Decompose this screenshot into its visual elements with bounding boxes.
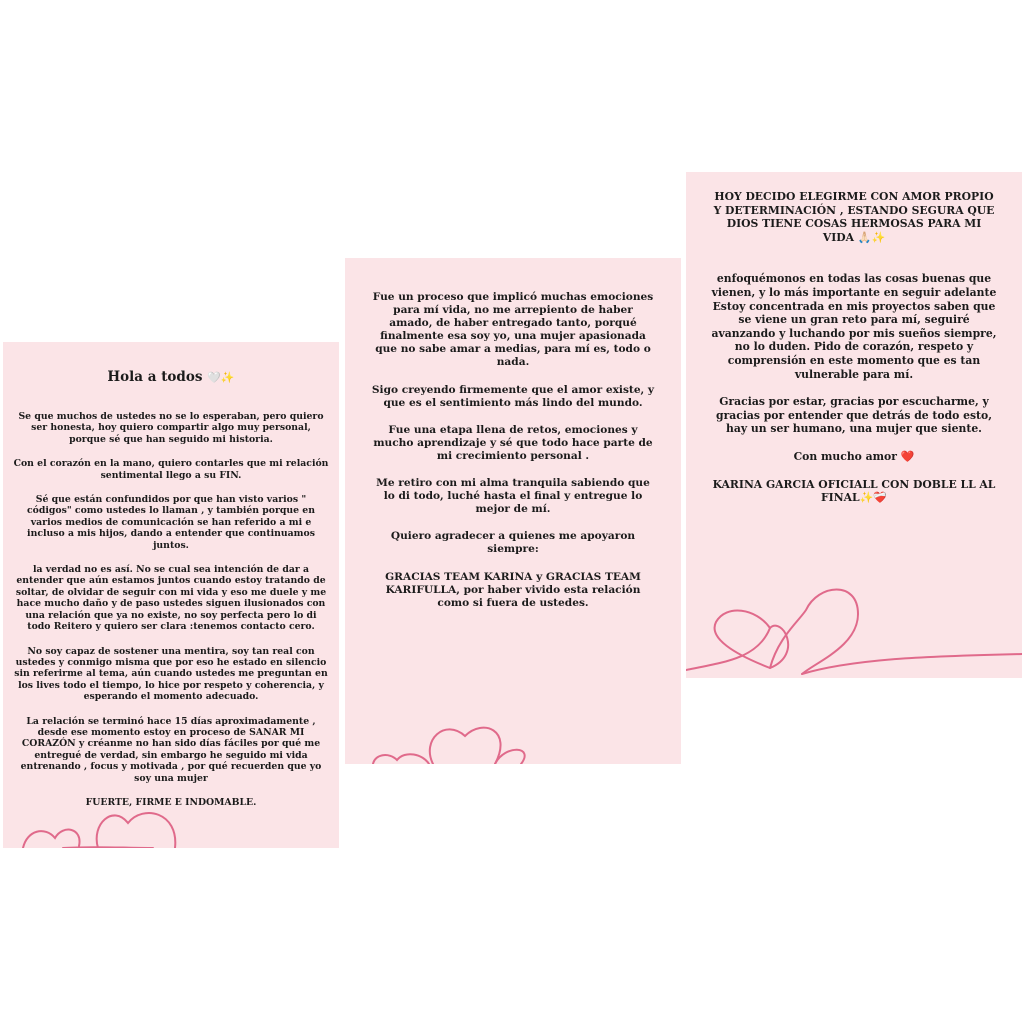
- paragraph: Con el corazón en la mano, quiero contarles que mi relación sentimental llego a su FIN.: [13, 458, 329, 481]
- closing-text: Con mucho amor: [793, 449, 897, 463]
- greeting-title: [13, 369, 329, 385]
- paragraph: Se que muchos de ustedes no se lo esperaban, pero quiero ser honesta, hoy quiero compartir algo muy personal, porque sé que han seguido mi historia.: [18, 411, 324, 445]
- hearts-decoration-icon: [345, 684, 681, 764]
- paragraph: la verdad no es así. No se cual sea intención de dar a entender que aún estamos juntos cuando estoy tratando de soltar, de olvidar de seguir con mi vida y eso me duele y me hace mucho daño y de paso ustedes siguen ilusionados con una relación que ya no existe, no soy perfecta pero lo di todo Reitero y quiero ser clara :tenemos contacto cero.: [15, 564, 327, 633]
- sparkle-heart-emoji: ✨❤️‍🩹: [859, 491, 887, 505]
- paragraph: Sé que están confundidos por que han visto varios " códigos" como ustedes lo llaman , y también porque en varios medios de comunicación se han referido a mi e incluso a mis hijos, dando a entender que continuamos juntos.: [27, 494, 315, 551]
- paragraph: FUERTE, FIRME E INDOMABLE.: [85, 796, 257, 808]
- closing-line: [710, 450, 998, 464]
- paragraph: No soy capaz de sostener una mentira, soy tan real con ustedes y conmigo misma que por eso he estado en silencio sin referirme al tema, aún cuando ustedes me preguntan en los lives todo el tiempo, lo hice por respeto y coherencia, y esperando el momento adecuado.: [14, 645, 328, 703]
- paragraph: Fue una etapa llena de retos, emociones y mucho aprendizaje y sé que todo hace parte de mi crecimiento personal .: [373, 423, 653, 462]
- signature: [710, 478, 998, 505]
- letter-page-3: [686, 172, 1022, 678]
- letter-page-1: [3, 342, 339, 848]
- paragraph: Sigo creyendo firmemente que el amor existe, y que es el sentimiento más lindo del mundo.: [371, 383, 655, 409]
- hearts-decoration-icon: [686, 558, 1022, 678]
- heading-text: HOY DECIDO ELEGIRME CON AMOR PROPIO Y DETERMINACIÓN , ESTANDO SEGURA QUE DIOS TIENE COSAS HERMOSAS PARA MI VIDA: [713, 190, 995, 244]
- letter-page-2: [345, 258, 681, 764]
- paragraph: Gracias por estar, gracias por escucharme, y gracias por entender que detrás de todo esto, hay un ser humano, una mujer que siente.: [716, 395, 992, 436]
- paragraph: GRACIAS TEAM KARINA y GRACIAS TEAM KARIFULLA, por haber vivido esta relación como si fuera de ustedes.: [385, 570, 641, 609]
- paragraph: La relación se terminó hace 15 días aproximadamente , desde ese momento estoy en proceso de SANAR MI CORAZÓN y créanme no han sido días fáciles por qué me entregué de verdad, sin embargo he seguido mi vida entrenando , focus y motivada , por qué recuerden que yo soy una mujer: [20, 715, 322, 784]
- heart-sparkle-emoji: 🤍✨: [207, 371, 235, 384]
- signature-text: KARINA GARCIA OFICIALL CON DOBLE LL AL FINAL: [712, 477, 996, 505]
- paragraph: enfoquémonos en todas las cosas buenas que vienen, y lo más importante en seguir adelante Estoy concentrada en mis proyectos saben que se viene un gran reto para mí, seguiré avanzando y luchando por mis sueños siempre, no lo duden. Pido de corazón, respeto y comprensión en este momento que es tan vulnerable para mí.: [711, 272, 997, 381]
- pray-sparkle-emoji: 🙏🏻✨: [857, 230, 886, 244]
- red-heart-emoji: ❤️: [900, 449, 915, 463]
- paragraph: Quiero agradecer a quienes me apoyaron siempre:: [390, 530, 636, 556]
- paragraph: Me retiro con mi alma tranquila sabiendo que lo di todo, luché hasta el final y entregue lo mejor de mí.: [376, 477, 650, 516]
- paragraph: Fue un proceso que implicó muchas emociones para mí vida, no me arrepiento de haber amado, de haber entregado tanto, porqué finalmente esa soy yo, una mujer apasionada que no sabe amar a medias, para mí es, todo o nada.: [372, 291, 654, 369]
- heading-paragraph: [710, 190, 998, 244]
- greeting-text: Hola a todos: [107, 369, 203, 385]
